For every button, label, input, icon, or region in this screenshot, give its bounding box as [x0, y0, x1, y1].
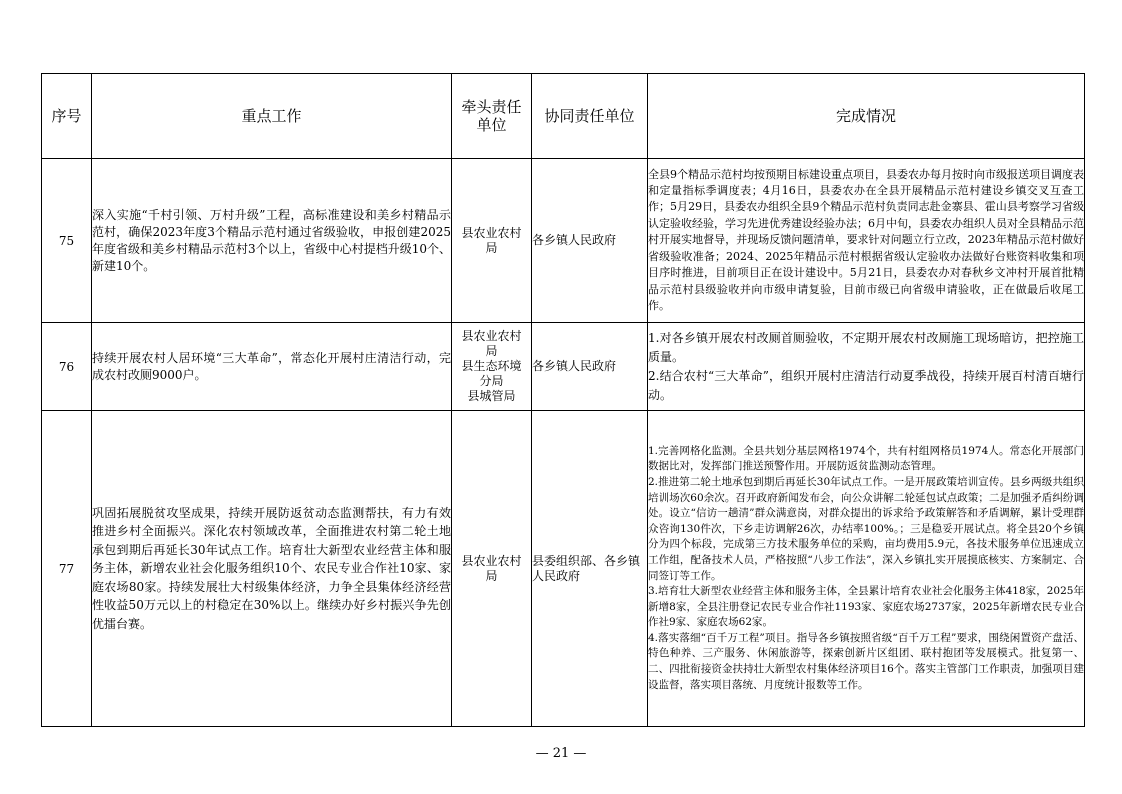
- row-co: 各乡镇人民政府: [532, 323, 648, 411]
- row-task: 持续开展农村人居环境“三大革命”，常态化开展村庄清洁行动，完成农村改厕9000户。: [92, 323, 452, 411]
- work-table: [41, 73, 1085, 727]
- header-lead: 牵头责任单位: [452, 74, 532, 159]
- row-task: 巩固拓展脱贫攻坚成果，持续开展防返贫动态监测帮扶，有力有效推进乡村全面振兴。深化农村领域改革，全面推进农村第二轮土地承包到期后再延长30年试点工作。培育壮大新型农业经营主体和服务主体，新增农业社会化服务组织10个、农民专业合作社10家、家庭农场80家。持续发展壮大村级集体经济，力争全县集体经济经营性收益50万元以上的村稳定在30%以上。继续办好乡村振兴争先创优擂台赛。: [92, 411, 452, 727]
- row-lead: 县农业农村 局: [452, 159, 532, 323]
- row-lead: 县农业农村 局 县生态环境 分局 县城管局: [452, 323, 532, 411]
- page-number: — 21 —: [535, 746, 587, 761]
- row-co: 县委组织部、各乡镇人民政府: [532, 411, 648, 727]
- row-lead: 县农业农村 局: [452, 411, 532, 727]
- row-status: 1.完善网格化监测。全县共划分基层网格1974个，共有村组网格员1974人。常态化开展部门数据比对，发挥部门推送预警作用。开展防返贫监测动态管理。 2.推进第二轮土地承包到期后再延长30年试点工作。一是开展政策培训宣传。县乡两级共组织培训场次60余次。召开政府新闻发布会，向公众讲解二轮延包试点政策；二是加强矛盾纠纷调处。设立“信访一趟清”群众满意岗，对群众提出的诉求给予政策解答和矛盾调解，累计受理群众咨询130件次，下乡走访调解26次，办结率100%。；三是稳妥开展试点。将全县20个乡镇分为四个标段，完成第三方技术服务单位的采购，亩均费用5.9元，各技术服务单位迅速成立工作组，配备技术人员，严格按照“八步工作法”，深入乡镇扎实开展摸底核实、方案制定、合同签订等工作。 3.培育壮大新型农业经营主体和服务主体，全县累计培育农业社会化服务主体418家，2025年新增8家，全县注册登记农民专业合作社1193家、家庭农场2737家，2025年新增农民专业合作社9家、家庭农场62家。 4.落实落细“百千万工程”项目。指导各乡镇按照省级“百千万工程”要求，围绕闲置资产盘活、特色种养、三产服务、休闲旅游等，探索创新片区组团、联村抱团等发展模式。批复第一、二、四批衔接资金扶持壮大新型农村集体经济项目16个。落实主管部门工作职责，加强项目建设监督，落实项目落统、月度统计报数等工作。: [648, 411, 1085, 727]
- row-seq: 75: [42, 159, 92, 323]
- row-task: 深入实施“千村引领、万村升级”工程，高标准建设和美乡村精品示范村，确保2023年度3个精品示范村通过省级验收，申报创建2025年度省级和美乡村精品示范村3个以上，省级中心村提档升级10个、新建10个。: [92, 159, 452, 323]
- table-row: [42, 411, 1085, 727]
- header-row: [42, 74, 1085, 159]
- header-co: 协同责任单位: [532, 74, 648, 159]
- row-seq: 76: [42, 323, 92, 411]
- row-co: 各乡镇人民政府: [532, 159, 648, 323]
- header-task: 重点工作: [92, 74, 452, 159]
- row-status: 1.对各乡镇开展农村改厕首厕验收，不定期开展农村改厕施工现场暗访，把控施工质量。 2.结合农村“三大革命”，组织开展村庄清洁行动夏季战役，持续开展百村清百塘行动。: [648, 323, 1085, 411]
- header-seq: 序号: [42, 74, 92, 159]
- table-row: [42, 323, 1085, 411]
- header-status: 完成情况: [648, 74, 1085, 159]
- row-status: 全县9个精品示范村均按预期目标建设重点项目，县委农办每月按时向市级报送项目调度表和定量指标季调度表；4月16日，县委农办在全县开展精品示范村建设乡镇交叉互查工作；5月29日，县委农办组织全县9个精品示范村负责同志赴金寨县、霍山县考察学习省级认定验收经验，学习先进优秀建设经验办法；6月中旬，县委农办组织人员对全县精品示范村开展实地督导，并现场反馈问题清单，要求针对问题立行立改，2023年精品示范村做好省级验收准备；2024、2025年精品示范村根据省级认定验收办法做好台账资料收集和项目序时推进，目前项目正在设计建设中。5月21日，县委农办对春秋乡文冲村开展首批精品示范村县级验收并向市级申请复验，目前市级已向省级申请验收，正在做最后收尾工作。: [648, 159, 1085, 323]
- table-row: [42, 159, 1085, 323]
- row-seq: 77: [42, 411, 92, 727]
